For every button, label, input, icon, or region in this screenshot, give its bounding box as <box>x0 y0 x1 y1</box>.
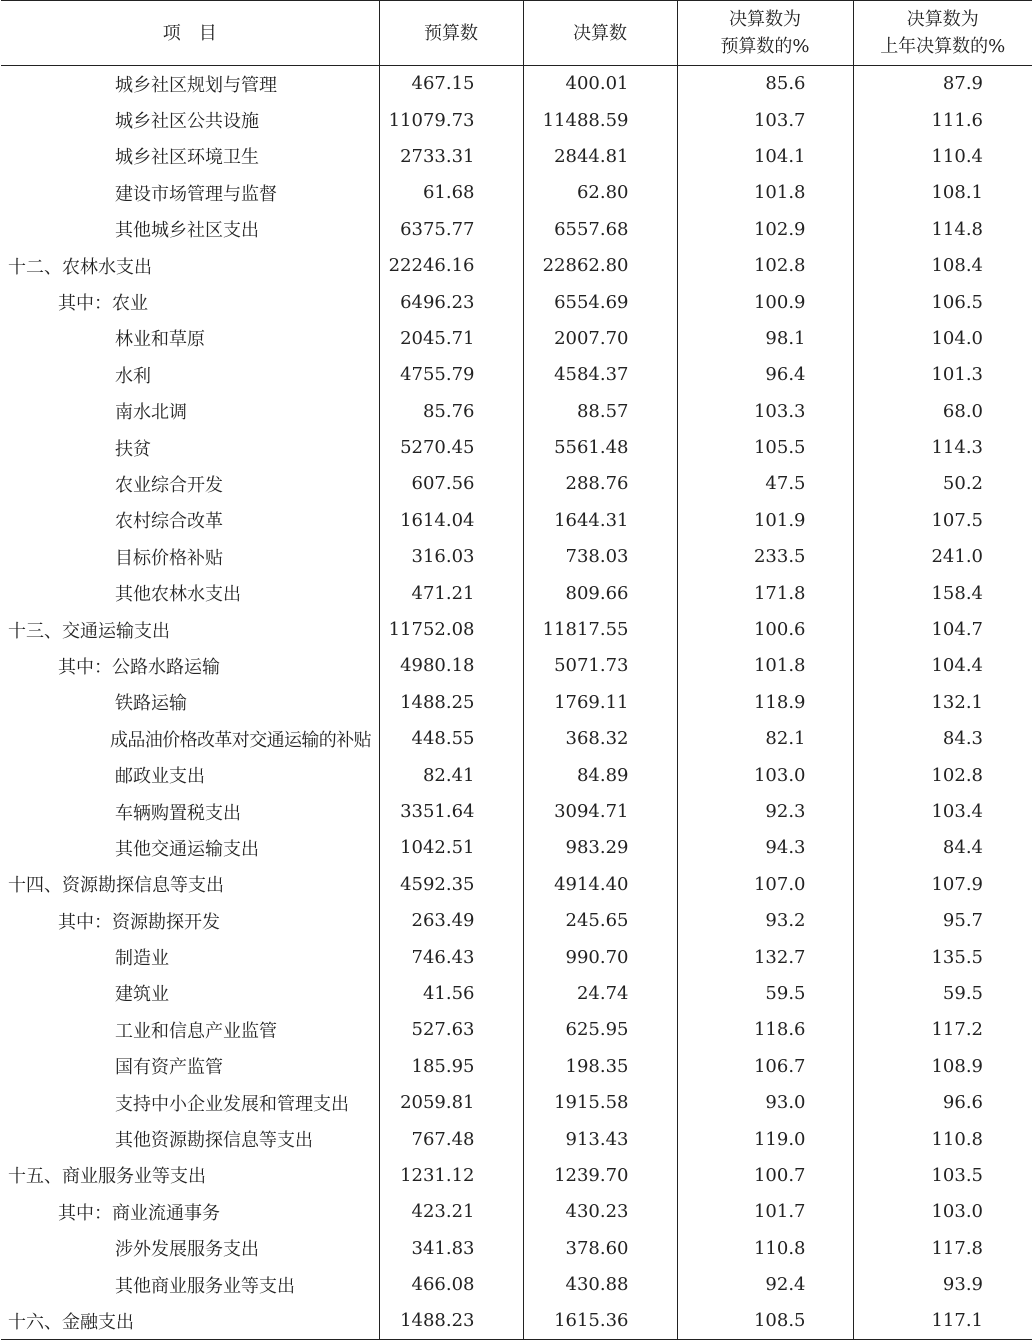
row-pct-budget-value: 106.7 <box>677 1048 853 1084</box>
row-item-name: 其中：资源勘探开发 <box>58 911 220 933</box>
row-pct-budget-value: 100.7 <box>677 1157 853 1193</box>
table-row <box>1 1266 1032 1302</box>
row-pct-budget-value: 102.9 <box>677 211 853 247</box>
row-budget-value: 1042.51 <box>379 830 523 866</box>
table-row <box>1 1303 1032 1339</box>
table-row <box>1 830 1032 866</box>
row-pct-prev-value: 111.6 <box>853 102 1032 138</box>
row-pct-prev-value: 110.8 <box>853 1121 1032 1157</box>
row-pct-prev-value: 107.9 <box>853 866 1032 902</box>
table-row <box>1 757 1032 793</box>
row-final-value: 4914.40 <box>523 866 677 902</box>
row-pct-budget-value: 132.7 <box>677 939 853 975</box>
table-row <box>1 102 1032 138</box>
row-pct-prev-value: 117.2 <box>853 1012 1032 1048</box>
row-item-name: 工业和信息产业监管 <box>115 1020 277 1042</box>
budget-table <box>1 0 1032 1340</box>
table-row <box>1 1048 1032 1084</box>
row-pct-prev-value: 103.5 <box>853 1157 1032 1193</box>
table-header-row <box>1 1 1032 66</box>
row-pct-budget-value: 94.3 <box>677 830 853 866</box>
row-pct-prev-value: 108.4 <box>853 247 1032 283</box>
row-item-name: 目标价格补贴 <box>115 547 223 569</box>
row-pct-prev-value: 108.9 <box>853 1048 1032 1084</box>
row-budget-value: 4592.35 <box>379 866 523 902</box>
row-budget-value: 1488.25 <box>379 684 523 720</box>
table-row <box>1 1230 1032 1266</box>
row-item-name: 城乡社区环境卫生 <box>115 147 259 169</box>
table-row <box>1 793 1032 829</box>
row-final-value: 1239.70 <box>523 1157 677 1193</box>
row-pct-budget-value: 82.1 <box>677 721 853 757</box>
row-item-name: 城乡社区规划与管理 <box>115 74 277 96</box>
row-pct-prev-value: 101.3 <box>853 357 1032 393</box>
row-budget-value: 746.43 <box>379 939 523 975</box>
row-pct-budget-value: 104.1 <box>677 138 853 174</box>
row-item-name: 其他交通运输支出 <box>115 838 259 860</box>
row-final-value: 378.60 <box>523 1230 677 1266</box>
row-pct-budget-value: 85.6 <box>677 66 853 102</box>
row-final-value: 1615.36 <box>523 1303 677 1339</box>
table-row <box>1 975 1032 1011</box>
table-row <box>1 1012 1032 1048</box>
row-pct-prev-value: 103.4 <box>853 793 1032 829</box>
row-pct-budget-value: 105.5 <box>677 429 853 465</box>
row-item-name: 其中：公路水路运输 <box>58 656 220 678</box>
row-item-name: 邮政业支出 <box>115 766 205 788</box>
row-item-name: 水利 <box>115 365 151 387</box>
row-pct-prev-value: 68.0 <box>853 393 1032 429</box>
row-pct-prev-value: 117.8 <box>853 1230 1032 1266</box>
row-budget-value: 607.56 <box>379 466 523 502</box>
table-row <box>1 866 1032 902</box>
row-final-value: 2844.81 <box>523 138 677 174</box>
row-item-name: 涉外发展服务支出 <box>115 1239 259 1261</box>
row-item-name: 南水北调 <box>115 402 187 424</box>
row-budget-value: 11752.08 <box>379 611 523 647</box>
row-item-name: 农业综合开发 <box>115 474 223 496</box>
row-pct-budget-value: 101.8 <box>677 648 853 684</box>
table-row <box>1 939 1032 975</box>
row-budget-value: 316.03 <box>379 539 523 575</box>
table-row <box>1 211 1032 247</box>
row-item-name: 制造业 <box>115 948 169 970</box>
table-row <box>1 648 1032 684</box>
row-final-value: 990.70 <box>523 939 677 975</box>
table-row <box>1 357 1032 393</box>
row-pct-budget-value: 101.9 <box>677 502 853 538</box>
row-pct-prev-value: 96.6 <box>853 1084 1032 1120</box>
row-final-value: 198.35 <box>523 1048 677 1084</box>
table-row <box>1 502 1032 538</box>
row-item-name: 其他城乡社区支出 <box>115 220 259 242</box>
row-budget-value: 1614.04 <box>379 502 523 538</box>
table-row <box>1 284 1032 320</box>
row-pct-prev-value: 102.8 <box>853 757 1032 793</box>
row-pct-budget-value: 103.0 <box>677 757 853 793</box>
row-budget-value: 185.95 <box>379 1048 523 1084</box>
row-pct-prev-value: 59.5 <box>853 975 1032 1011</box>
table-row <box>1 466 1032 502</box>
row-budget-value: 527.63 <box>379 1012 523 1048</box>
row-pct-prev-value: 104.0 <box>853 320 1032 356</box>
table-row <box>1 575 1032 611</box>
row-pct-budget-value: 100.9 <box>677 284 853 320</box>
row-pct-prev-value: 93.9 <box>853 1266 1032 1302</box>
row-final-value: 1915.58 <box>523 1084 677 1120</box>
row-pct-prev-value: 104.7 <box>853 611 1032 647</box>
row-pct-prev-value: 104.4 <box>853 648 1032 684</box>
row-budget-value: 423.21 <box>379 1194 523 1230</box>
row-final-value: 368.32 <box>523 721 677 757</box>
row-pct-prev-value: 158.4 <box>853 575 1032 611</box>
row-pct-budget-value: 93.2 <box>677 902 853 938</box>
row-pct-budget-value: 107.0 <box>677 866 853 902</box>
row-final-value: 430.88 <box>523 1266 677 1302</box>
row-final-value: 430.23 <box>523 1194 677 1230</box>
row-final-value: 3094.71 <box>523 793 677 829</box>
row-pct-prev-value: 110.4 <box>853 138 1032 174</box>
row-budget-value: 3351.64 <box>379 793 523 829</box>
row-budget-value: 4980.18 <box>379 648 523 684</box>
row-final-value: 738.03 <box>523 539 677 575</box>
row-item-name: 林业和草原 <box>115 329 205 351</box>
row-final-value: 5561.48 <box>523 429 677 465</box>
row-item-name: 扶贫 <box>115 438 151 460</box>
row-item-name: 其中：农业 <box>58 293 148 315</box>
row-item-name: 其中：商业流通事务 <box>58 1202 220 1224</box>
row-final-value: 1644.31 <box>523 502 677 538</box>
row-budget-value: 5270.45 <box>379 429 523 465</box>
row-item-name: 其他资源勘探信息等支出 <box>115 1130 313 1152</box>
row-budget-value: 1488.23 <box>379 1303 523 1339</box>
table-row <box>1 175 1032 211</box>
row-budget-value: 6496.23 <box>379 284 523 320</box>
row-final-value: 913.43 <box>523 1121 677 1157</box>
row-item-name: 农村综合改革 <box>115 511 223 533</box>
row-item-name: 十二、农林水支出 <box>8 256 152 278</box>
table-row <box>1 684 1032 720</box>
row-pct-prev-value: 114.8 <box>853 211 1032 247</box>
table-row <box>1 611 1032 647</box>
row-pct-prev-value: 117.1 <box>853 1303 1032 1339</box>
row-item-name: 十五、商业服务业等支出 <box>8 1166 206 1188</box>
row-pct-budget-value: 118.9 <box>677 684 853 720</box>
row-final-value: 11817.55 <box>523 611 677 647</box>
row-pct-prev-value: 135.5 <box>853 939 1032 975</box>
row-item-name: 车辆购置税支出 <box>115 802 241 824</box>
row-item-name: 十三、交通运输支出 <box>8 620 170 642</box>
table-row <box>1 539 1032 575</box>
row-pct-prev-value: 114.3 <box>853 429 1032 465</box>
header-final: 决算数 <box>523 1 677 66</box>
row-budget-value: 22246.16 <box>379 247 523 283</box>
table-row <box>1 429 1032 465</box>
row-final-value: 6557.68 <box>523 211 677 247</box>
row-item-name: 城乡社区公共设施 <box>115 111 259 133</box>
row-pct-budget-value: 98.1 <box>677 320 853 356</box>
row-pct-prev-value: 108.1 <box>853 175 1032 211</box>
row-item-name: 其他商业服务业等支出 <box>115 1275 295 1297</box>
row-pct-budget-value: 96.4 <box>677 357 853 393</box>
table-row <box>1 902 1032 938</box>
header-budget: 预算数 <box>379 1 523 66</box>
table-row <box>1 320 1032 356</box>
header-pct-budget: 决算数为 预算数的% <box>677 1 853 66</box>
row-budget-value: 4755.79 <box>379 357 523 393</box>
row-pct-budget-value: 171.8 <box>677 575 853 611</box>
row-final-value: 983.29 <box>523 830 677 866</box>
row-pct-prev-value: 132.1 <box>853 684 1032 720</box>
row-item-name: 建设市场管理与监督 <box>115 183 277 205</box>
row-final-value: 809.66 <box>523 575 677 611</box>
row-final-value: 1769.11 <box>523 684 677 720</box>
table-row <box>1 247 1032 283</box>
row-pct-budget-value: 101.7 <box>677 1194 853 1230</box>
row-item-name: 十六、金融支出 <box>1 1303 379 1339</box>
row-final-value: 62.80 <box>523 175 677 211</box>
table-row <box>1 1084 1032 1120</box>
row-item-name: 其他农林水支出 <box>115 584 241 606</box>
row-final-value: 22862.80 <box>523 247 677 283</box>
row-pct-budget-value: 92.3 <box>677 793 853 829</box>
row-budget-value: 1231.12 <box>379 1157 523 1193</box>
row-item-name: 铁路运输 <box>115 693 187 715</box>
row-pct-budget-value: 110.8 <box>677 1230 853 1266</box>
row-final-value: 288.76 <box>523 466 677 502</box>
row-item-name: 支持中小企业发展和管理支出 <box>115 1093 349 1115</box>
row-pct-prev-value: 95.7 <box>853 902 1032 938</box>
row-pct-budget-value: 101.8 <box>677 175 853 211</box>
row-final-value: 6554.69 <box>523 284 677 320</box>
row-budget-value: 61.68 <box>379 175 523 211</box>
row-budget-value: 6375.77 <box>379 211 523 247</box>
table-row <box>1 1194 1032 1230</box>
header-pct-prev: 决算数为 上年决算数的% <box>853 1 1032 66</box>
row-pct-prev-value: 106.5 <box>853 284 1032 320</box>
row-pct-budget-value: 93.0 <box>677 1084 853 1120</box>
row-final-value: 5071.73 <box>523 648 677 684</box>
row-budget-value: 466.08 <box>379 1266 523 1302</box>
row-final-value: 88.57 <box>523 393 677 429</box>
row-pct-budget-value: 103.7 <box>677 102 853 138</box>
row-pct-budget-value: 92.4 <box>677 1266 853 1302</box>
row-pct-prev-value: 50.2 <box>853 466 1032 502</box>
row-final-value: 2007.70 <box>523 320 677 356</box>
row-final-value: 400.01 <box>523 66 677 102</box>
row-pct-budget-value: 59.5 <box>677 975 853 1011</box>
row-budget-value: 2045.71 <box>379 320 523 356</box>
table-row <box>1 1157 1032 1193</box>
row-pct-prev-value: 241.0 <box>853 539 1032 575</box>
row-pct-budget-value: 103.3 <box>677 393 853 429</box>
row-budget-value: 467.15 <box>379 66 523 102</box>
table-row <box>1 1121 1032 1157</box>
row-item-name: 十四、资源勘探信息等支出 <box>8 875 224 897</box>
row-pct-budget-value: 102.8 <box>677 247 853 283</box>
row-item-name: 成品油价格改革对交通运输的补贴 <box>110 729 371 751</box>
row-budget-value: 82.41 <box>379 757 523 793</box>
row-pct-budget-value: 47.5 <box>677 466 853 502</box>
row-pct-prev-value: 84.4 <box>853 830 1032 866</box>
row-final-value: 84.89 <box>523 757 677 793</box>
row-final-value: 24.74 <box>523 975 677 1011</box>
row-budget-value: 471.21 <box>379 575 523 611</box>
table-row <box>1 721 1032 757</box>
row-budget-value: 767.48 <box>379 1121 523 1157</box>
table-row <box>1 138 1032 174</box>
row-pct-prev-value: 107.5 <box>853 502 1032 538</box>
table-row <box>1 66 1032 102</box>
row-pct-prev-value: 87.9 <box>853 66 1032 102</box>
row-budget-value: 11079.73 <box>379 102 523 138</box>
row-item-name: 建筑业 <box>115 984 169 1006</box>
row-budget-value: 341.83 <box>379 1230 523 1266</box>
row-budget-value: 85.76 <box>379 393 523 429</box>
row-budget-value: 41.56 <box>379 975 523 1011</box>
row-final-value: 11488.59 <box>523 102 677 138</box>
row-final-value: 625.95 <box>523 1012 677 1048</box>
table-row <box>1 393 1032 429</box>
row-budget-value: 448.55 <box>379 721 523 757</box>
row-pct-budget-value: 119.0 <box>677 1121 853 1157</box>
header-item: 项 目 <box>1 1 379 66</box>
row-pct-budget-value: 118.6 <box>677 1012 853 1048</box>
row-budget-value: 263.49 <box>379 902 523 938</box>
row-final-value: 245.65 <box>523 902 677 938</box>
row-pct-budget-value: 108.5 <box>677 1303 853 1339</box>
row-final-value: 4584.37 <box>523 357 677 393</box>
row-budget-value: 2059.81 <box>379 1084 523 1120</box>
row-pct-budget-value: 233.5 <box>677 539 853 575</box>
row-pct-prev-value: 84.3 <box>853 721 1032 757</box>
row-budget-value: 2733.31 <box>379 138 523 174</box>
row-pct-prev-value: 103.0 <box>853 1194 1032 1230</box>
row-item-name: 国有资产监管 <box>115 1057 223 1079</box>
row-pct-budget-value: 100.6 <box>677 611 853 647</box>
